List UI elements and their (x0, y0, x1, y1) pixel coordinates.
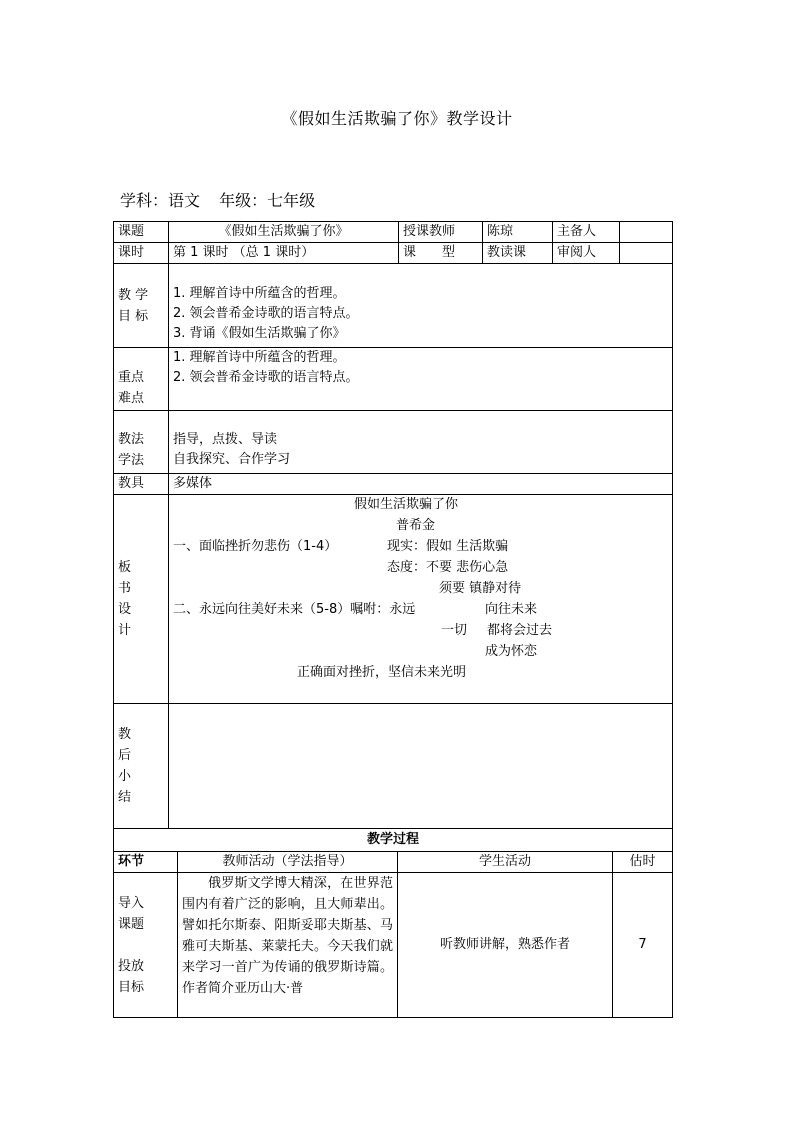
board-line: 正确面对挫折，坚信未来光明 (297, 665, 467, 680)
topic-label: 课题 (114, 222, 169, 243)
teacher-value: 陈琼 (483, 222, 553, 243)
board-line: 都将会过去 (487, 623, 553, 638)
subject-label: 学科：语文 (120, 191, 201, 210)
board-line: 普希金 (396, 518, 436, 533)
type-value: 教读课 (483, 243, 553, 264)
objectives-list (169, 264, 673, 348)
teaching-method: 指导，点拨、导读 (173, 432, 278, 447)
grade-label: 年级：七年级 (219, 191, 316, 210)
board-line: 二、永远向往美好未来（5-8）嘱咐：永远 (173, 602, 416, 617)
period-value: 第 1 课时 （总 1 课时） (169, 243, 399, 264)
document-title: 《假如生活欺骗了你》教学设计 (281, 109, 513, 128)
teacher-label: 授课教师 (399, 222, 483, 243)
reflection-value (169, 704, 673, 829)
board-line: 假如生活欺骗了你 (354, 497, 459, 512)
tools-label: 教具 (114, 474, 169, 495)
key-points-list (169, 348, 673, 411)
type-label: 课 型 (399, 243, 483, 264)
methods-label: 教法 学法 (114, 411, 169, 474)
key-points-label: 重点 难点 (114, 348, 169, 411)
header-student: 学生活动 (398, 852, 613, 873)
preparer-label: 主备人 (553, 222, 620, 243)
methods-value (169, 411, 673, 474)
objectives-label: 教 学 目 标 (114, 264, 169, 348)
period-label: 课时 (114, 243, 169, 264)
key-point-item: 1. 理解首诗中所蕴含的哲理。 (173, 350, 346, 365)
objective-item: 3. 背诵《假如生活欺骗了你》 (173, 326, 346, 341)
board-line: 一、面临挫折勿悲伤（1-4） (173, 539, 338, 554)
reviewer-value (620, 243, 673, 264)
objective-item: 2. 领会普希金诗歌的语言特点。 (173, 306, 359, 321)
board-line: 须要 镇静对待 (439, 581, 522, 596)
board-line: 现实：假如 生活欺骗 (387, 539, 509, 554)
board-line: 态度：不要 悲伤心急 (387, 560, 509, 575)
teacher-activity: 俄罗斯文学博大精深，在世界范围内有着广泛的影响，且大师辈出。譬如托尔斯泰、阳斯妥耶夫斯基、马雅可夫斯基、莱蒙托夫。今天我们就来学习一首广为传诵的俄罗斯诗篇。作者简介亚历山大·普 (178, 873, 398, 1018)
process-title: 教学过程 (114, 829, 673, 852)
subject-line (120, 188, 329, 211)
board-line: 成为怀恋 (485, 644, 538, 659)
objective-item: 1. 理解首诗中所蕴含的哲理。 (173, 286, 346, 301)
board-label: 板 书 设 计 (114, 495, 169, 704)
board-line: 向往未来 (485, 602, 538, 617)
topic-value: 《假如生活欺骗了你》 (169, 222, 399, 243)
reviewer-label: 审阅人 (553, 243, 620, 264)
preparer-value (620, 222, 673, 243)
tools-value: 多媒体 (169, 474, 673, 495)
student-activity: 听教师讲解，熟悉作者 (398, 873, 613, 1018)
board-line: 一切 (441, 623, 468, 638)
key-point-item: 2. 领会普希金诗歌的语言特点。 (173, 370, 359, 385)
header-stage: 环节 (114, 852, 178, 873)
process-table (113, 828, 673, 1018)
header-time: 估时 (613, 852, 673, 873)
stage-cell: 导入 课题 投放 目标 (114, 873, 178, 1018)
reflection-label: 教 后 小 结 (114, 704, 169, 829)
learning-method: 自我探究、合作学习 (173, 452, 291, 467)
lesson-info-table (113, 221, 673, 829)
time-estimate: 7 (613, 873, 673, 1018)
header-teacher: 教师活动（学法指导） (178, 852, 398, 873)
board-design (169, 495, 673, 704)
